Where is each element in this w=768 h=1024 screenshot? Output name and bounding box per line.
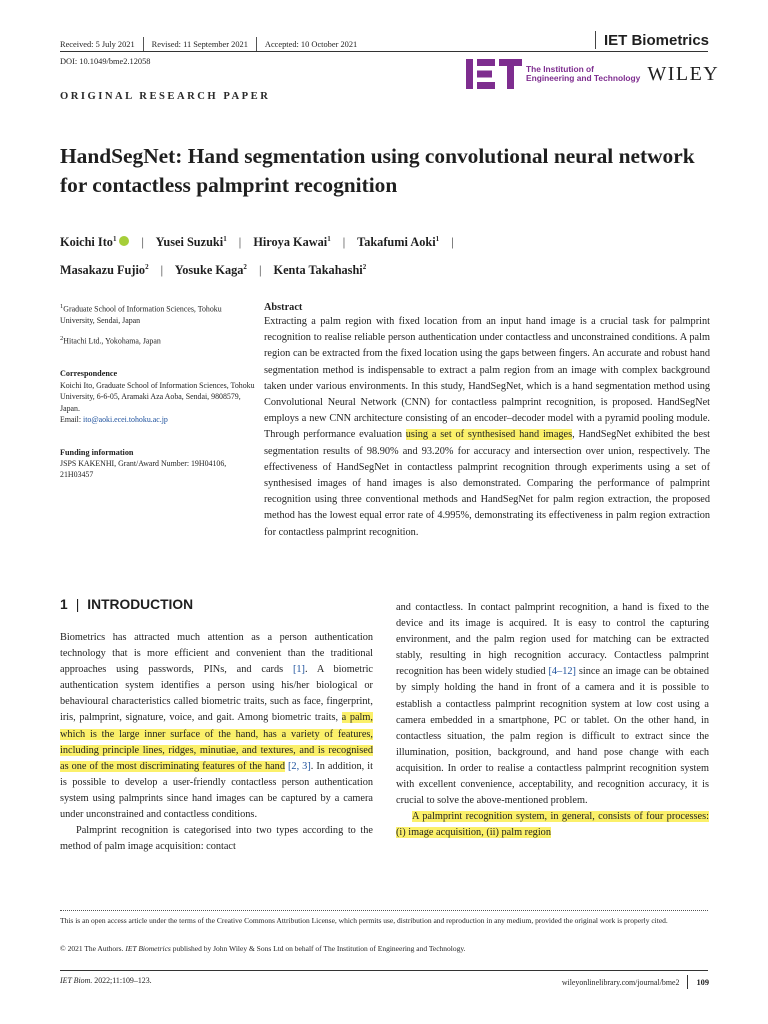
abstract	[264, 302, 710, 541]
footer-rule	[60, 970, 708, 971]
highlight: a palm, which is the large inner surface of the hand, has a variety of features, including principle lines, ridges, minutiae, and textures, and is recognised as one of the most discriminating features of the hand	[60, 712, 373, 772]
paragraph: and contactless. In contact palmprint recognition, a hand is fixed to the device and its image is acquired. It is easy to control the capturing environment, and the palm region used for matching can be extracted stably, resulting in high recognition accuracy. Contactless palmprint recognition has been widely studied [4–12] since an image can be obtained by simply holding the hand in front of a camera and it is possible to establish a contactless palmprint recognition system at low cost using a camera embedded in a smartphone, PC or tablet. On the other hand, in contactless situation, the palm region is difficult to extract since the illumination, position, background, and hand pose change with each acquisition. In order to realise a contactless palmprint recognition system with excellent convenience, acceptability, and recognition accuracy, it is crucial to solve the above-mentioned problem.	[396, 602, 709, 807]
publisher-logos	[466, 59, 719, 89]
revised-date: Revised: 11 September 2021	[151, 39, 248, 49]
funding-heading: Funding information	[60, 447, 134, 457]
paragraph: Palmprint recognition is categorised into two types according to the method of palm image acquisition: contact	[60, 825, 373, 853]
body-column-right	[396, 600, 709, 841]
author[interactable]: Hiroya Kawai$^1$	[253, 235, 331, 250]
publication-dates	[60, 37, 357, 51]
paragraph	[396, 809, 709, 841]
email-line: Email: ito@aoki.ecei.tohoku.ac.jp	[60, 415, 168, 425]
author-line-1: Koichi Ito$^1$ | Yusei Suzuki$^1$ | Hiroya Kawai$^1$ | Takafumi Aoki$^1$ |	[60, 235, 454, 250]
correspondence-heading: Correspondence	[60, 369, 118, 379]
citation-link[interactable]: [1]	[292, 664, 305, 676]
author[interactable]: Masakazu Fujio$^2$	[60, 263, 149, 278]
divider	[256, 37, 257, 51]
paper-title: HandSegNet: Hand segmentation using convolutional neural network for contactless palmprint recognition	[60, 144, 695, 197]
correspondence-text: Koichi Ito, Graduate School of Information Sciences, Tohoku University, 6-6-05, Aramaki Aza Aoba, Sendai, 9808579, Japan.	[60, 380, 255, 413]
affiliation-1: $^1$Graduate School of Information Sciences, Tohoku University, Sendai, Japan	[60, 303, 222, 326]
journal-name: IET Biometrics	[595, 31, 709, 49]
author[interactable]: Yusei Suzuki$^1$	[155, 235, 227, 250]
accepted-date: Accepted: 10 October 2021	[264, 39, 358, 49]
divider	[687, 975, 688, 989]
section-heading: 1 | INTRODUCTION	[60, 597, 194, 612]
highlight: A palmprint recognition system, in general, consists of four processes: (i) image acquisition, (ii) palm region	[396, 811, 709, 839]
email-link[interactable]: ito@aoki.ecei.tohoku.ac.jp	[83, 415, 168, 425]
header-rule	[60, 51, 708, 52]
highlight: using a set of synthesised hand images	[405, 429, 573, 441]
author[interactable]: Koichi Ito$^1$	[60, 235, 117, 250]
citation-link[interactable]: [4–12]	[548, 666, 576, 678]
paragraph: Biometrics has attracted much attention as a person authentication technology that is more efficient and convenient than the traditional approaches using passwords, PINs, and cards [1]. A biometric authentication system identifies a person using his/her biological or behavioural characteristics called biometric traits, such as face, fingerprint, iris, palmprint, signature, voice, and gait. Among biometric traits, a palm, which is the large inner surface of the hand, has a variety of features, including principle lines, ridges, minutiae, and textures, and is recognised as one of the most discriminating features of the hand [2, 3]. In addition, it is possible to develop a user-friendly contactless person authentication system using palmprints since hand images can be captured by a camera under unconstrained and contactless conditions.	[60, 632, 373, 821]
author-list	[60, 227, 720, 283]
abstract-text: Extracting a palm region with fixed location from an input hand image is a crucial task for palmprint recognition to realise reliable person authentication under contactless and unconstrained conditions. A palm region can be extracted from the fixed location using the gaps between fingers. An accurate and robust hand segmentation method is indispensable to extract a palm region from an image with complex background taken under various environments. In this study, HandSegNet, which is a hand segmentation method using Convolutional Neural Network (CNN) for contactless palmprint recognition, is proposed. HandSegNet employs a new CNN architecture consisting of an encoder–decoder model with a pyramid pooling module. Through performance evaluation using a set of synthesised hand images, HandSegNet exhibited the best segmentation results of 98.90% and 93.20% for accuracy and intersection over union, respectively. The effectiveness of HandSegNet in contactless palmprint recognition through experiments using a set of synthesised images of hand images is also demonstrated. Comparing the performance of palmprint recognition using three conventional methods and HandSegNet for palm region extraction, the proposed method has the lowest equal error rate of 4.995%, demonstrating its effectiveness in palm region extraction for contactless palmprint recognition.	[264, 316, 710, 538]
abstract-heading: Abstract	[264, 302, 303, 313]
paper-type: ORIGINAL RESEARCH PAPER	[60, 91, 271, 102]
orcid-icon[interactable]	[119, 236, 129, 246]
divider	[143, 37, 144, 51]
doi[interactable]: DOI: 10.1049/bme2.12058	[60, 57, 151, 66]
author[interactable]: Yosuke Kaga$^2$	[174, 263, 247, 278]
received-date: Received: 5 July 2021	[60, 39, 135, 49]
iet-name: The Institution of Engineering and Technology	[526, 64, 641, 83]
divider	[595, 31, 596, 49]
footer-right	[562, 975, 709, 989]
copyright-note: © 2021 The Authors. IET Biometrics published by John Wiley & Sons Ltd on behalf of The Institution of Engineering and Technology.	[60, 944, 466, 953]
footer-divider	[60, 910, 708, 911]
iet-logo-icon	[466, 59, 522, 89]
funding-text: JSPS KAKENHI, Grant/Award Number: 19H04106, 21H03457	[60, 458, 227, 480]
affiliation-2: $^2$Hitachi Ltd., Yokohama, Japan	[60, 335, 161, 347]
body-column-left	[60, 630, 373, 855]
citation-line: IET Biom. 2022;11:109–123.	[60, 976, 152, 985]
license-note: This is an open access article under the terms of the Creative Commons Attribution License, which permits use, distribution and reproduction in any medium, provided the original work is properly cited.	[60, 916, 668, 925]
page-number: 109	[696, 977, 709, 987]
author-line-2: Masakazu Fujio$^2$ | Yosuke Kaga$^2$ | Kenta Takahashi$^2$	[60, 263, 367, 278]
citation-link[interactable]: [2, 3]	[288, 760, 311, 772]
journal-url[interactable]: wileyonlinelibrary.com/journal/bme2	[561, 977, 680, 987]
author[interactable]: Takafumi Aoki$^1$	[357, 235, 440, 250]
author[interactable]: Kenta Takahashi$^2$	[273, 263, 367, 278]
wiley-logo: WILEY	[647, 62, 720, 85]
article-info-sidebar	[60, 301, 255, 481]
